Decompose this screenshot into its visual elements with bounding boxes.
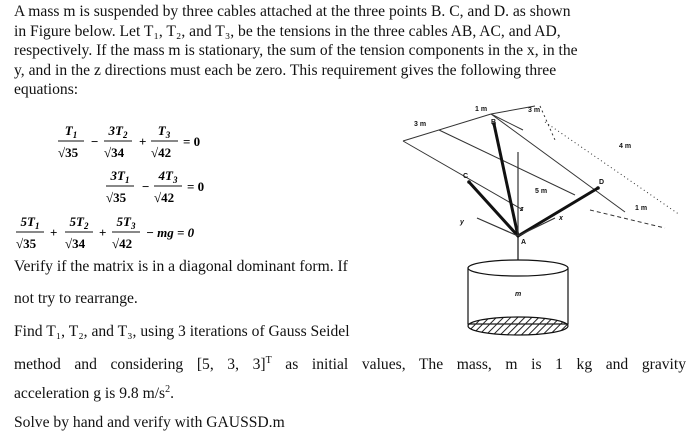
svg-text:√35: √35	[16, 236, 37, 251]
svg-text:3T2	[108, 123, 128, 140]
dim-4m: 4 m	[619, 143, 632, 150]
svg-text:√34: √34	[104, 145, 125, 160]
axis-z-label: z	[520, 206, 524, 213]
label-b: B	[491, 119, 497, 126]
label-d: D	[599, 179, 605, 186]
method-text: method and considering [5, 3, 3]	[14, 356, 266, 374]
svg-text:√34: √34	[65, 236, 86, 251]
eq1-t2-den: 34	[111, 145, 125, 160]
eq3-t2-sub: 2	[83, 221, 89, 231]
cable-ad	[518, 188, 598, 236]
intro-line: in Figure below. Let T₁, T₂, and T₃, be the tensions in the three cables AB, AC, and AD,	[14, 22, 561, 40]
verify-line-1: Verify if the matrix is in a diagonal dominant form. If	[14, 258, 348, 275]
find-line: Find T₁, T₂, and T₃, using 3 iterations of Gauss Seidel	[14, 323, 350, 340]
dim-3m-left: 3 m	[414, 121, 427, 128]
dim-5m: 5 m	[535, 188, 548, 195]
eq2-t3-den: 42	[161, 190, 175, 205]
intro-line: respectively. If the mass m is stationary, the sum of the tension components in the x, in the	[14, 42, 578, 59]
eq1-t1-num: T	[64, 123, 73, 138]
eq3-t1-den: 35	[23, 236, 37, 251]
eq3-t3-den: 42	[119, 236, 133, 251]
dim-1m-right: 1 m	[635, 205, 648, 212]
dim-3m-right: 3 m	[528, 107, 541, 114]
svg-text:√35: √35	[106, 190, 127, 205]
label-c: C	[463, 173, 469, 180]
svg-text:√42: √42	[154, 190, 175, 205]
eq1-t1-sub: 1	[72, 130, 78, 140]
eq3-t2-num: 5T	[69, 214, 84, 229]
svg-text:5T1	[21, 214, 40, 231]
svg-text:√42: √42	[112, 236, 133, 251]
eq3-op1: +	[50, 225, 58, 240]
accel-sup: 2	[165, 384, 171, 395]
accel-end: .	[170, 385, 175, 403]
eq2-t3-sub: 3	[172, 175, 178, 185]
eq1-t3-den: 42	[158, 145, 172, 160]
eq2-op1: −	[142, 179, 150, 194]
verify-line-2: not try to rearrange.	[14, 290, 138, 307]
mass-label: m	[515, 291, 522, 298]
accel-text: acceleration g is 9.8 m/s	[14, 385, 166, 403]
intro-line: A mass m is suspended by three cables attached at the three points B. C, and D. as shown	[14, 3, 571, 20]
method-line	[14, 355, 686, 374]
equations-block	[0, 110, 330, 260]
svg-text:5T3	[117, 214, 136, 231]
eq3-op2: +	[99, 225, 107, 240]
problem-intro	[14, 2, 686, 100]
dim-1m-top: 1 m	[475, 106, 488, 113]
eq2-rhs: = 0	[187, 179, 205, 194]
eq1-op2: +	[139, 134, 147, 149]
eq3-t3-sub: 3	[130, 221, 136, 231]
eq1-t2-sub: 2	[122, 130, 128, 140]
eq3-t3-num: 5T	[116, 214, 131, 229]
eq1-t3-sub: 3	[165, 130, 171, 140]
eq3-t1-num: 5T	[20, 214, 35, 229]
accel-line	[14, 384, 174, 403]
eq3-t2-den: 34	[72, 236, 86, 251]
axis-y-label: y	[460, 219, 464, 226]
svg-text:T3	[158, 123, 171, 140]
eq1-op1: −	[91, 134, 99, 149]
cable-ac	[469, 182, 518, 236]
label-a: A	[521, 239, 527, 246]
cables	[469, 124, 598, 236]
svg-text:√35: √35	[58, 145, 79, 160]
eq2-t1-sub: 1	[124, 175, 130, 185]
intro-line: y, and in the z directions must each be zero. This requirement gives the following three	[14, 61, 557, 79]
equation-3	[16, 214, 195, 251]
eq2-t1-den: 35	[113, 190, 127, 205]
eq2-t1-num: 3T	[110, 168, 125, 183]
svg-text:T1	[65, 123, 77, 140]
eq1-rhs: = 0	[183, 134, 201, 149]
solve-line: Solve by hand and verify with GAUSSD.m	[14, 414, 285, 431]
point-d	[596, 186, 600, 190]
svg-text:5T2	[70, 214, 89, 231]
point-c	[467, 180, 471, 184]
method-rest: as initial values, The mass, m is 1 kg and gravity	[271, 356, 686, 374]
method-sup: T	[265, 355, 272, 366]
equation-2	[106, 168, 204, 205]
equation-1	[58, 123, 200, 160]
intro-line: equations:	[14, 81, 79, 98]
eq3-t1-sub: 1	[34, 221, 40, 231]
cable-figure	[395, 100, 695, 350]
eq1-t3-num: T	[157, 123, 166, 138]
eq3-tail: − mg = 0	[146, 225, 195, 240]
svg-text:√42: √42	[151, 145, 172, 160]
axis-x-label: x	[559, 215, 563, 222]
eq1-t1-den: 35	[65, 145, 79, 160]
svg-text:4T3	[158, 168, 178, 185]
svg-text:3T1	[110, 168, 130, 185]
eq1-t2-num: 3T	[108, 123, 123, 138]
cable-ab	[494, 124, 518, 236]
eq2-t3-num: 4T	[158, 168, 173, 183]
